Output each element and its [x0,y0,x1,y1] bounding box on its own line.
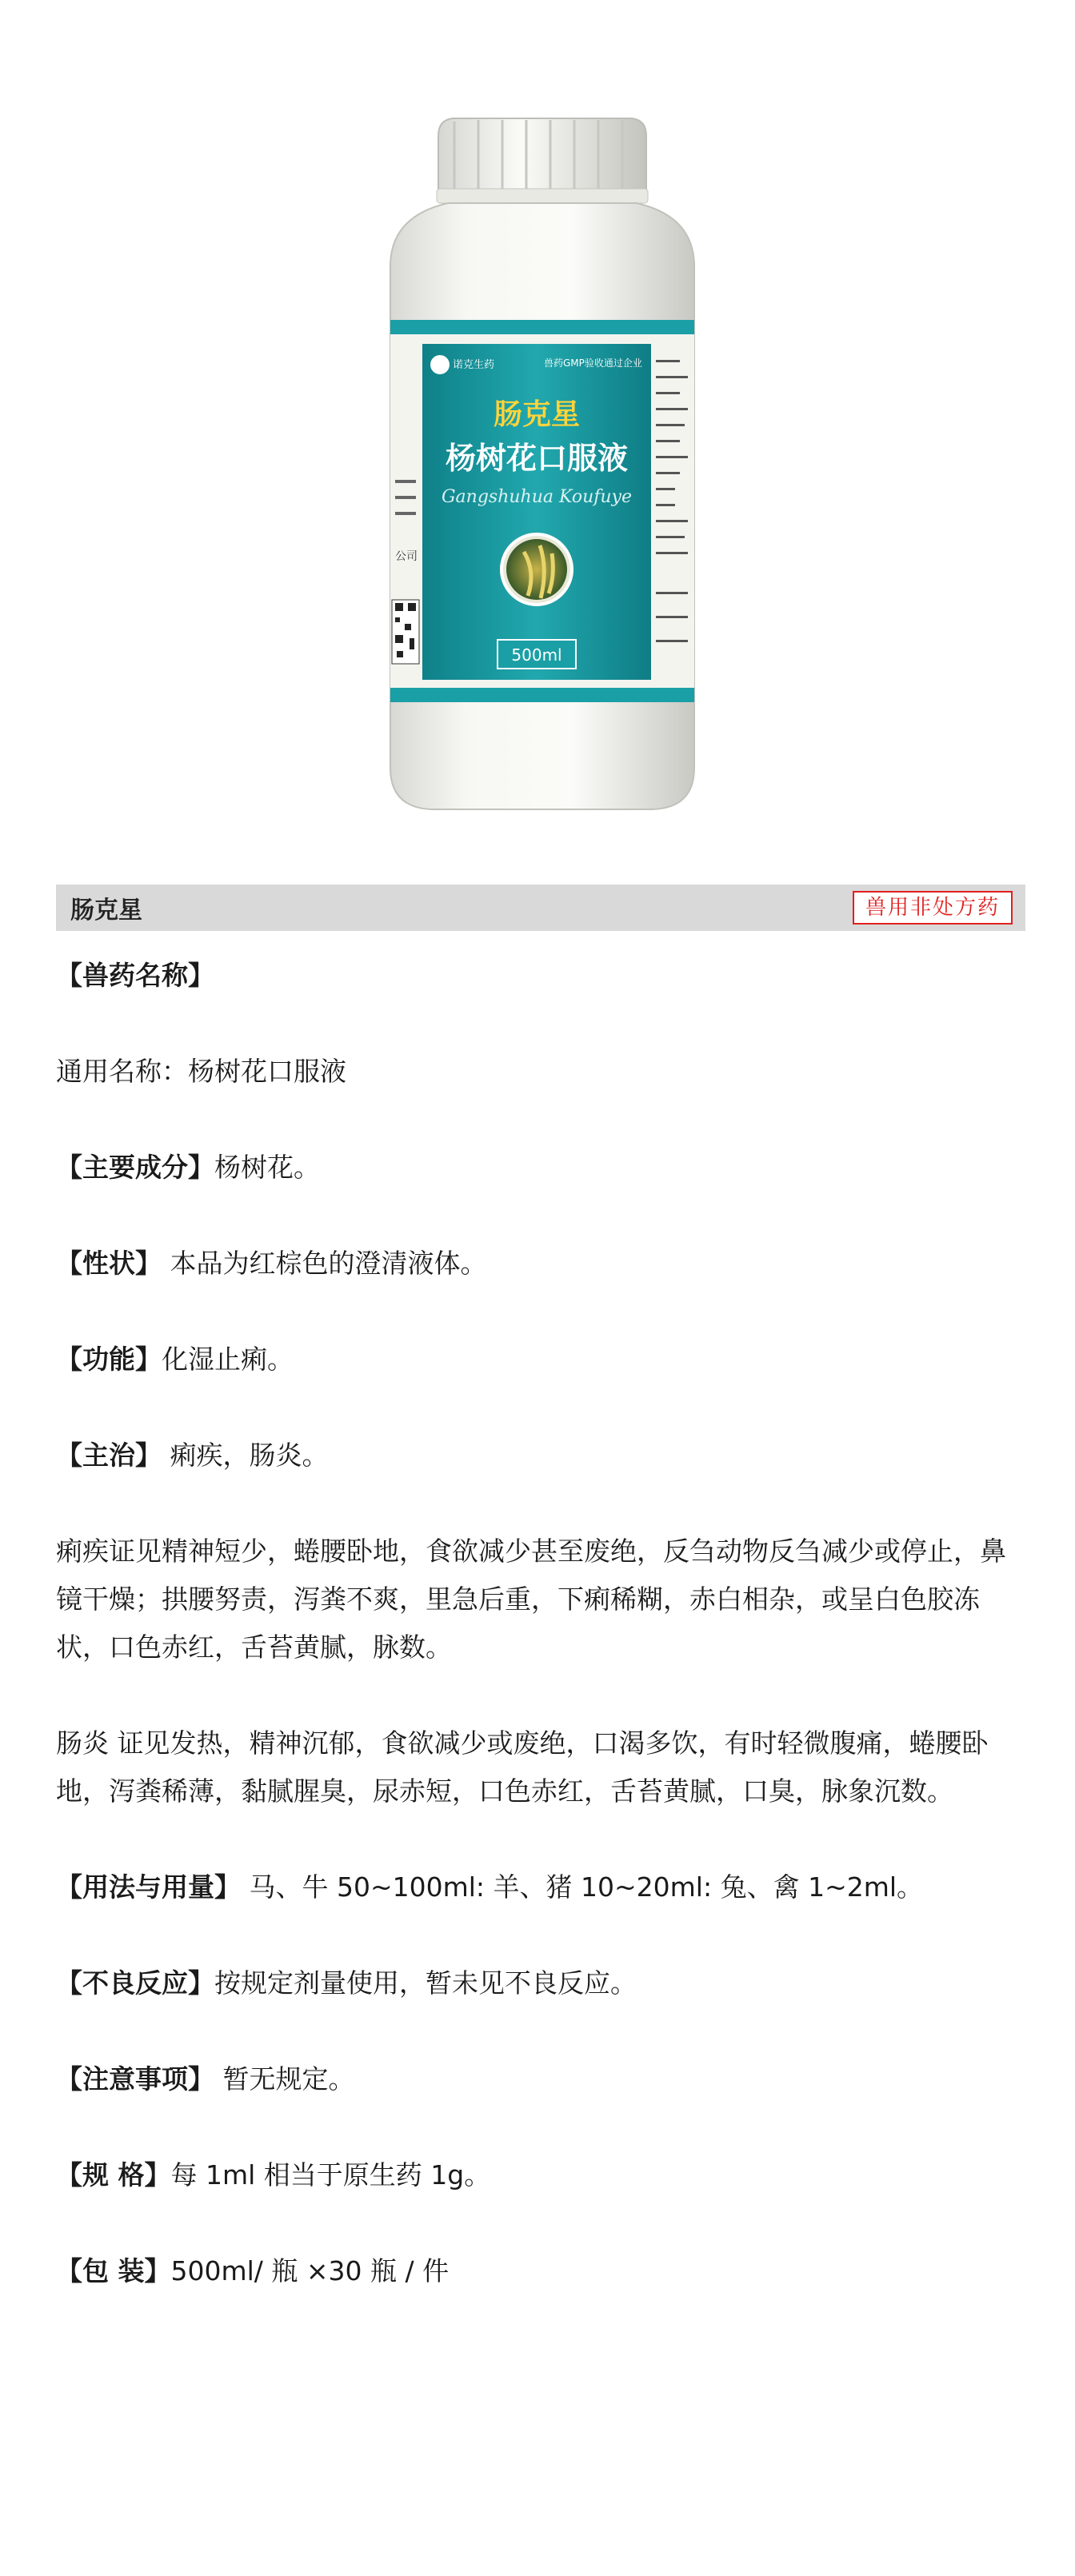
section-vet-name [56,952,1024,1000]
section-heading: 【用法与用量】 [56,1871,241,1903]
product-title: 肠克星 [70,897,142,925]
section-value: 暂无规定。 [222,2063,355,2095]
otc-badge: 兽用非处方药 [853,891,1013,925]
section-value: 化湿止痢。 [162,1344,294,1375]
bottle-generic-name: 杨树花口服液 [445,441,629,476]
section-dysentery-text: 痢疾证见精神短少，蜷腰卧地，食欲减少甚至废绝，反刍动物反刍减少或停止，鼻镜干燥；拱腰努责，泻粪不爽，里急后重，下痢稀糊，赤白相杂，或呈白色胶冻状，口色赤红，舌苔黄腻，脉数。 [56,1536,1006,1663]
section-heading: 【注意事项】 [56,2063,214,2095]
section-ingredients [56,1144,1024,1192]
product-image [0,0,1075,848]
section-heading: 【功能】 [56,1344,162,1375]
bottle-product-name: 肠克星 [493,398,581,431]
bottle-volume: 500ml [511,645,562,665]
section-generic-name [56,1048,1024,1096]
side-label-text: 公司 [395,550,418,563]
section-value: 痢疾，肠炎。 [170,1440,329,1471]
product-description [56,952,1024,2343]
section-heading: 【不良反应】 [56,1967,214,1999]
gmp-text: 兽药GMP验收通过企业 [544,357,642,369]
section-enteritis-text: 肠炎 证见发热，精神沉郁，食欲减少或废绝，口渴多饮，有时轻微腹痛，蜷腰卧地，泻粪稀薄，黏腻腥臭，尿赤短，口色赤红，舌苔黄腻，口臭，脉象沉数。 [56,1727,989,1807]
section-caution [56,2055,1024,2103]
generic-label: 通用名称： [56,1056,188,1087]
bottle-illustration [0,0,1075,848]
section-adverse [56,1959,1024,2007]
section-value: 每 1ml 相当于原生药 1g。 [170,2159,491,2191]
generic-value: 杨树花口服液 [188,1056,346,1087]
product-title-bar [56,885,1025,931]
section-properties [56,1240,1024,1288]
section-value: 杨树花。 [214,1152,320,1183]
bottle-pinyin: Gangshuhua Koufuye [441,487,633,507]
section-indication [56,1432,1024,1480]
section-heading: 【兽药名称】 [56,960,214,991]
section-spec [56,2151,1024,2199]
section-heading: 【包 装】 [56,2255,171,2286]
section-value: 本品为红棕色的澄清液体。 [170,1248,487,1279]
section-heading: 【规 格】 [56,2159,171,2191]
section-heading: 【主治】 [56,1440,162,1471]
section-dosage [56,1863,1024,1911]
section-value: 500ml/ 瓶 ×30 瓶 / 件 [170,2255,450,2286]
section-value: 按规定剂量使用，暂未见不良反应。 [214,1967,637,1999]
section-pack [56,2247,1024,2295]
section-heading: 【主要成分】 [56,1152,214,1183]
section-function [56,1336,1024,1384]
section-value: 马、牛 50~100ml: 羊、猪 10~20ml: 兔、禽 1~2ml。 [249,1871,924,1903]
brand-text: 诺克生药 [453,359,495,371]
section-heading: 【性状】 [56,1248,162,1279]
